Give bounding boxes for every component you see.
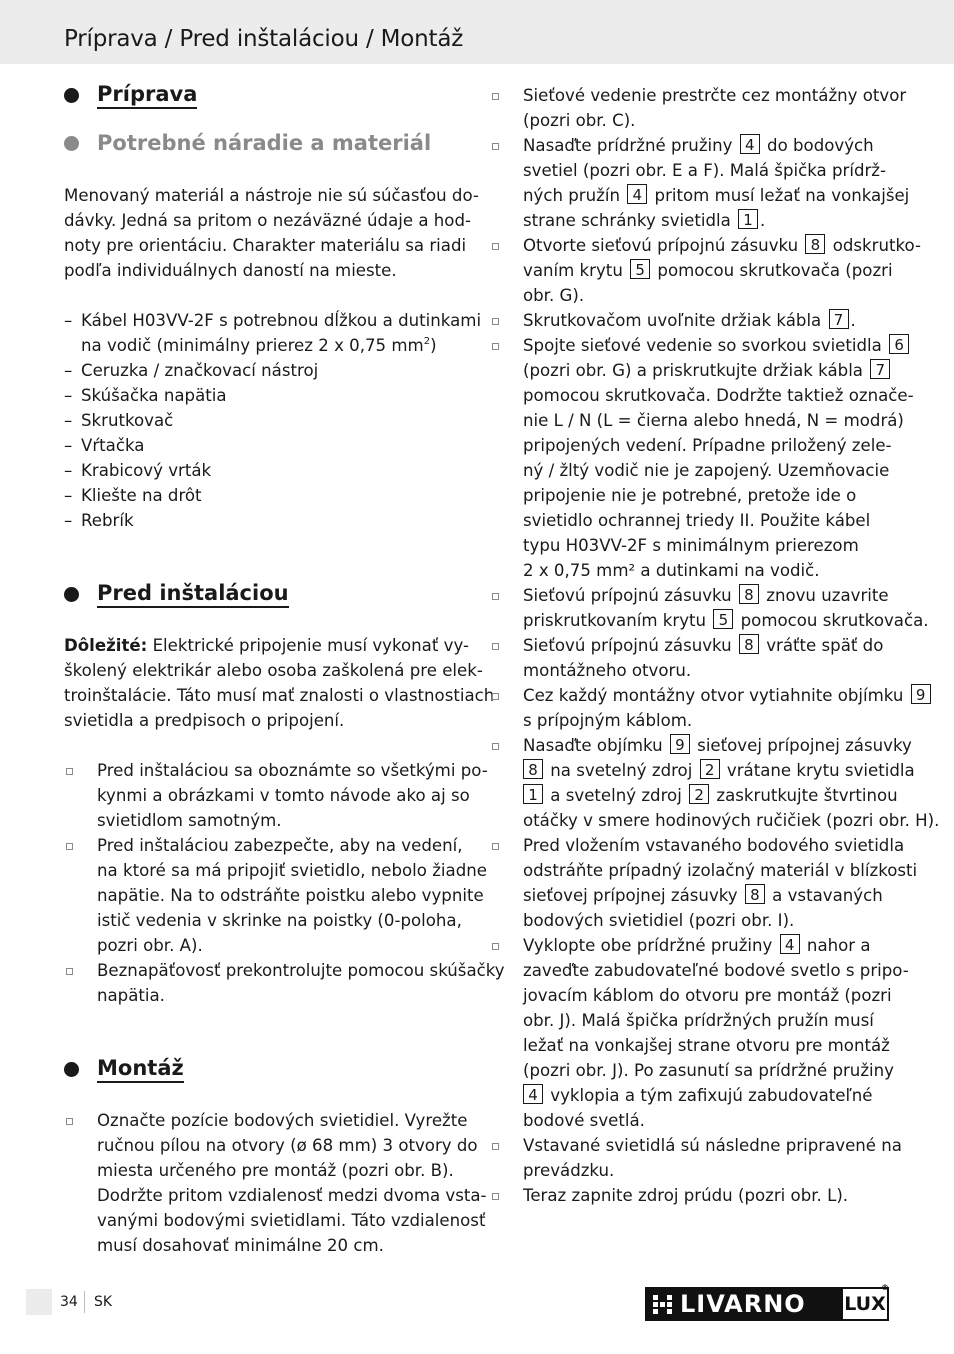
checkbox-square-icon — [492, 143, 499, 150]
pred-list — [64, 758, 505, 1008]
list-item: Pred vložením vstavaného bodového svietidla odstráňte prípadný izolačný materiál v blízkosti sieťovej prípojnej zásuvky 8 a vstavaných bodových svietidiel (pozri obr. I). — [490, 833, 900, 933]
brand-logo — [645, 1283, 891, 1321]
list-item: Sieťovú prípojnú zásuvku 8 znovu uzavrite priskrutkovaním krytu 5 pomocou skrutkovača. — [490, 583, 900, 633]
logo-grid-icon — [653, 1295, 672, 1314]
footer-marker — [26, 1289, 52, 1315]
checkbox-square-icon — [492, 1193, 499, 1200]
ref-number-box: 8 — [523, 759, 543, 779]
ref-number-box: 9 — [670, 734, 690, 754]
montaz-list — [64, 1108, 487, 1258]
brand-name: LIVARNO — [680, 1290, 806, 1318]
checkbox-square-icon — [492, 843, 499, 850]
ref-number-box: 5 — [630, 259, 650, 279]
checkbox-square-icon — [492, 593, 499, 600]
checkbox-square-icon — [492, 93, 499, 100]
ref-number-box: 1 — [523, 784, 543, 804]
ref-number-box: 4 — [740, 134, 760, 154]
ref-number-box: 7 — [829, 309, 849, 329]
list-item: Sieťové vedenie prestrčte cez montážny otvor (pozri obr. C). — [490, 83, 900, 133]
list-item: Spojte sieťové vedenie so svorkou svietidla 6 (pozri obr. G) a priskrutkujte držiak kábla 7 pomocou skrutkovača. Dodržte taktiež označe- nie L / N (L = čierna alebo hnedá, N = modrá) pripojených vedení. Prípadne priložený zele- ný / žltý vodič nie je zapojený. Uzemňovacie pripojenie nie je potrebné, pretože ide o svietidlo ochrannej triedy II. Použite kábel typu H03VV-2F s minimálnym prierezom 2 x 0,75 mm² a dutinkami na vodič. — [490, 333, 900, 583]
heading-naradie: Potrebné náradie a materiál — [64, 131, 431, 156]
bullet-dot — [64, 136, 79, 151]
ref-number-box: 2 — [689, 784, 709, 804]
heading-priprava: Príprava — [64, 82, 197, 109]
bullet-dot — [64, 1062, 79, 1077]
ref-number-box: 4 — [780, 934, 800, 954]
footer-divider — [84, 1291, 85, 1313]
ref-number-box: 8 — [739, 634, 759, 654]
list-item: – Rebrík — [64, 511, 134, 530]
list-item: – Kábel H03VV-2F s potrebnou dĺžkou a dutinkami na vodič (minimálny prierez 2 x 0,75 $mm^2$) — [64, 311, 482, 355]
list-item: Nasaďte objímku 9 sieťovej prípojnej zásuvky 8 na svetelný zdroj 2 vrátane krytu svietidla 1 a svetelný zdroj 2 zaskrutkujte štvrtinou otáčky v smere hodinových ručičiek (pozri obr. H). — [490, 733, 900, 833]
ref-number-box: 8 — [805, 234, 825, 254]
ref-number-box: 8 — [739, 584, 759, 604]
list-item: Beznapäťovosť prekontrolujte pomocou skúšačky napätia. — [64, 958, 474, 1008]
ref-number-box: 4 — [627, 184, 647, 204]
checkbox-square-icon — [66, 843, 73, 850]
list-item: Otvorte sieťovú prípojnú zásuvku 8 odskrutko- vaním krytu 5 pomocou skrutkovača (pozri obr. G). — [490, 233, 900, 308]
checkbox-square-icon — [66, 768, 73, 775]
page-title: Príprava / Pred inštaláciou / Montáž — [64, 26, 464, 52]
ref-number-box: 9 — [911, 684, 931, 704]
ref-number-box: 4 — [523, 1084, 543, 1104]
materials-list — [64, 308, 481, 533]
checkbox-square-icon — [492, 643, 499, 650]
list-item: – Krabicový vrták — [64, 461, 212, 480]
language-code: SK — [94, 1294, 113, 1310]
bullet-dot — [64, 88, 79, 103]
page-number: 34 — [60, 1294, 78, 1310]
checkbox-square-icon — [492, 693, 499, 700]
checkbox-square-icon — [66, 968, 73, 975]
checkbox-square-icon — [492, 1143, 499, 1150]
important-paragraph: Dôležité: Elektrické pripojenie musí vykonať vy- školený elektrikár alebo osoba zaškolená pre elek- troinštalácie. Táto musí mať znalosti o vlastnostiach svietidla a predpisoch o pripojení. — [64, 636, 495, 730]
checkbox-square-icon — [492, 943, 499, 950]
list-item: Pred inštaláciou zabezpečte, aby na vedení, na ktoré sa má pripojiť svietidlo, nebolo žiadne napätie. Na to odstráňte poistku alebo vypnite istič vedenia v skrinke na poistky (0-poloha, pozri obr. A). — [64, 833, 474, 958]
list-item: Vyklopte obe prídržné pružiny 4 nahor a zaveďte zabudovateľné bodové svetlo s pripo- jovacím káblom do otvoru pre montáž (pozri obr. J). Malá špička prídržných pružín musí ležať na vonkajšej strane otvoru pre montáž (pozri obr. J). Po zasunutí sa prídržné pružiny 4 vyklopia a tým zafixujú zabudovateľné bodové svetlá. — [490, 933, 900, 1133]
list-item: Cez každý montážny otvor vytiahnite objímku 9 s prípojným káblom. — [490, 683, 900, 733]
checkbox-square-icon — [492, 318, 499, 325]
list-item: – Vŕtačka — [64, 436, 145, 455]
checkbox-square-icon — [492, 243, 499, 250]
brand-suffix: LUX — [844, 1293, 886, 1315]
ref-number-box: 7 — [870, 359, 890, 379]
list-item: – Skúšačka napätia — [64, 386, 227, 405]
ref-number-box: 1 — [738, 209, 758, 229]
list-item: Nasaďte prídržné pružiny 4 do bodových svetiel (pozri obr. E a F). Malá špička prídrž- ných pružín 4 pritom musí ležať na vonkajšej strane schránky svietidla 1 . — [490, 133, 900, 233]
bullet-dot — [64, 587, 79, 602]
ref-number-box: 5 — [713, 609, 733, 629]
list-item: Označte pozície bodových svietidiel. Vyrežte ručnou pílou na otvory (ø 68 mm) 3 otvory do miesta určeného pre montáž (pozri obr. B). Dodržte pritom vzdialenosť medzi dvoma vsta- vanými bodovými svietidlami. Táto vzdialenosť musí dosahovať minimálne 20 cm. — [64, 1108, 474, 1258]
list-item: – Kliešte na drôt — [64, 486, 202, 505]
registered-mark: ® — [881, 1283, 889, 1292]
checkbox-square-icon — [492, 343, 499, 350]
list-item: Skrutkovačom uvoľnite držiak kábla 7 . — [490, 308, 900, 333]
list-item: – Ceruzka / značkovací nástroj — [64, 361, 319, 380]
ref-number-box: 6 — [889, 334, 909, 354]
right-column — [490, 83, 940, 1208]
checkbox-square-icon — [66, 1118, 73, 1125]
list-item: Teraz zapnite zdroj prúdu (pozri obr. L). — [490, 1183, 900, 1208]
list-item: Sieťovú prípojnú zásuvku 8 vráťte späť do montážneho otvoru. — [490, 633, 900, 683]
list-item: Vstavané svietidlá sú následne pripravené na prevádzku. — [490, 1133, 900, 1183]
heading-montaz: Montáž — [64, 1056, 184, 1083]
checkbox-square-icon — [492, 743, 499, 750]
heading-pred-instalaciou: Pred inštaláciou — [64, 581, 289, 608]
list-item: Pred inštaláciou sa oboznámte so všetkými po- kynmi a obrázkami v tomto návode ako aj so svietidlom samotným. — [64, 758, 474, 833]
intro-paragraph: Menovaný materiál a nástroje nie sú súčasťou do- dávky. Jedná sa pritom o nezáväzné údaje a hod- noty pre orientáciu. Charakter materiálu sa riadi podľa individuálnych daností na mieste. — [64, 186, 479, 280]
ref-number-box: 2 — [700, 759, 720, 779]
list-item: – Skrutkovač — [64, 411, 174, 430]
ref-number-box: 8 — [745, 884, 765, 904]
